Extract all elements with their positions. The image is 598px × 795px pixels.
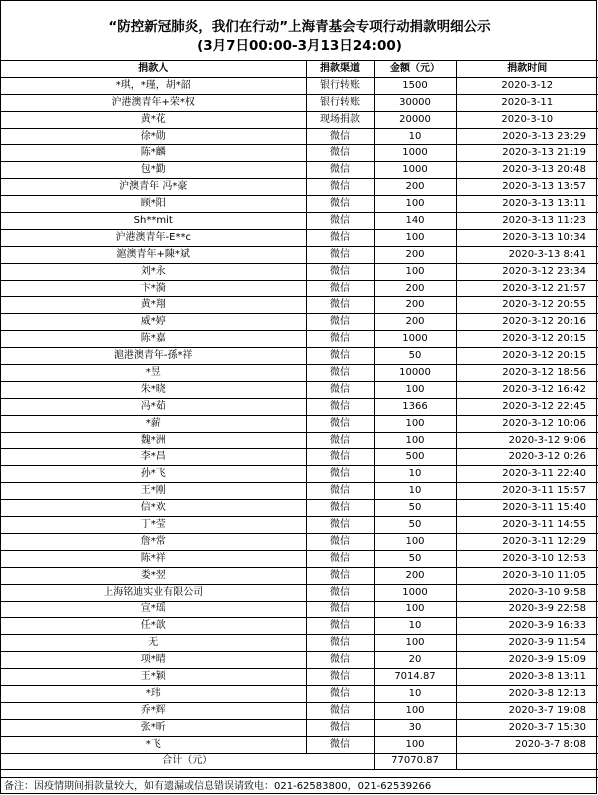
amount-cell: 1000 bbox=[374, 331, 456, 348]
amount-cell: 200 bbox=[374, 280, 456, 297]
time-cell: 2020-3-13 10:34 bbox=[456, 229, 598, 246]
remark-note: 备注：因疫情期间捐款量较大，如有遗漏或信息错误请致电：021-62583800，021-62539266 bbox=[1, 777, 598, 795]
donor-cell: 王*颖 bbox=[1, 669, 306, 686]
date-range-subtitle: (3月7日00:00-3月13日24:00) bbox=[197, 38, 402, 54]
amount-cell: 500 bbox=[374, 449, 456, 466]
table-row bbox=[1, 719, 598, 736]
channel-cell: 微信 bbox=[306, 365, 374, 382]
donor-cell: *琪，*瑾，胡*韶 bbox=[1, 77, 306, 94]
table-row bbox=[1, 213, 598, 230]
time-cell: 2020-3-9 16:33 bbox=[456, 618, 598, 635]
donor-cell: 信*欢 bbox=[1, 500, 306, 517]
channel-cell: 微信 bbox=[306, 685, 374, 702]
time-cell: 2020-3-8 12:13 bbox=[456, 685, 598, 702]
time-cell: 2020-3-11 15:40 bbox=[456, 500, 598, 517]
amount-cell: 1000 bbox=[374, 162, 456, 179]
amount-cell: 10 bbox=[374, 685, 456, 702]
amount-cell: 100 bbox=[374, 533, 456, 550]
time-cell: 2020-3-11 12:29 bbox=[456, 533, 598, 550]
time-cell: 2020-3-12 20:55 bbox=[456, 297, 598, 314]
time-cell: 2020-3-12 21:57 bbox=[456, 280, 598, 297]
donor-cell: 王*刚 bbox=[1, 483, 306, 500]
time-cell: 2020-3-12 9:06 bbox=[456, 432, 598, 449]
channel-cell: 微信 bbox=[306, 635, 374, 652]
title-block bbox=[1, 1, 598, 61]
amount-cell: 1500 bbox=[374, 77, 456, 94]
amount-cell: 200 bbox=[374, 314, 456, 331]
channel-cell: 微信 bbox=[306, 584, 374, 601]
page-title: “防控新冠肺炎，我们在行动”上海青基会专项行动捐款明细公示 bbox=[108, 19, 491, 35]
time-cell: 2020-3-12 bbox=[456, 77, 598, 94]
time-cell: 2020-3-12 20:15 bbox=[456, 348, 598, 365]
amount-cell: 50 bbox=[374, 500, 456, 517]
table-row bbox=[1, 567, 598, 584]
channel-cell: 微信 bbox=[306, 179, 374, 196]
time-cell: 2020-3-11 15:57 bbox=[456, 483, 598, 500]
donor-cell: 卞*漪 bbox=[1, 280, 306, 297]
amount-cell: 7014.87 bbox=[374, 669, 456, 686]
amount-cell: 100 bbox=[374, 601, 456, 618]
donor-cell: 乔*辉 bbox=[1, 702, 306, 719]
channel-cell: 微信 bbox=[306, 263, 374, 280]
amount-cell: 50 bbox=[374, 517, 456, 534]
donor-cell: 无 bbox=[1, 635, 306, 652]
header-amount: 金额（元） bbox=[374, 61, 456, 77]
channel-cell: 微信 bbox=[306, 213, 374, 230]
time-cell: 2020-3-12 22:45 bbox=[456, 398, 598, 415]
donor-cell: 沪港澳青年-E**c bbox=[1, 229, 306, 246]
table-row bbox=[1, 702, 598, 719]
donor-cell: 魏*洲 bbox=[1, 432, 306, 449]
time-cell: 2020-3-12 20:16 bbox=[456, 314, 598, 331]
table-row bbox=[1, 280, 598, 297]
amount-cell: 10 bbox=[374, 483, 456, 500]
donor-cell: 陈*祥 bbox=[1, 550, 306, 567]
time-cell: 2020-3-12 10:06 bbox=[456, 415, 598, 432]
time-cell: 2020-3-13 23:29 bbox=[456, 128, 598, 145]
time-cell: 2020-3-11 22:40 bbox=[456, 466, 598, 483]
time-cell: 2020-3-7 8:08 bbox=[456, 736, 598, 753]
time-cell: 2020-3-12 0:26 bbox=[456, 449, 598, 466]
time-cell: 2020-3-8 13:11 bbox=[456, 669, 598, 686]
table-row bbox=[1, 550, 598, 567]
amount-cell: 200 bbox=[374, 297, 456, 314]
amount-cell: 100 bbox=[374, 381, 456, 398]
table-header-row bbox=[1, 61, 598, 77]
channel-cell: 微信 bbox=[306, 601, 374, 618]
time-cell: 2020-3-13 8:41 bbox=[456, 246, 598, 263]
table-row bbox=[1, 415, 598, 432]
donor-cell: 沪澳青年 冯*豪 bbox=[1, 179, 306, 196]
channel-cell: 微信 bbox=[306, 280, 374, 297]
table-row bbox=[1, 533, 598, 550]
table-row bbox=[1, 685, 598, 702]
table-row bbox=[1, 162, 598, 179]
donor-cell: 冯*茹 bbox=[1, 398, 306, 415]
table-row bbox=[1, 432, 598, 449]
amount-cell: 10000 bbox=[374, 365, 456, 382]
donation-table-body bbox=[1, 61, 598, 770]
channel-cell: 微信 bbox=[306, 736, 374, 753]
donor-cell: 陈*嘉 bbox=[1, 331, 306, 348]
table-row bbox=[1, 246, 598, 263]
donor-cell: 上海铭迪实业有限公司 bbox=[1, 584, 306, 601]
time-cell: 2020-3-9 11:54 bbox=[456, 635, 598, 652]
channel-cell: 微信 bbox=[306, 162, 374, 179]
donor-cell: 威*婷 bbox=[1, 314, 306, 331]
table-row bbox=[1, 179, 598, 196]
time-cell: 2020-3-10 bbox=[456, 111, 598, 128]
header-donor: 捐款人 bbox=[1, 61, 306, 77]
channel-cell: 微信 bbox=[306, 398, 374, 415]
time-cell: 2020-3-12 16:42 bbox=[456, 381, 598, 398]
table-row bbox=[1, 736, 598, 753]
channel-cell: 微信 bbox=[306, 500, 374, 517]
donor-cell: 宣*瑶 bbox=[1, 601, 306, 618]
time-cell: 2020-3-12 23:34 bbox=[456, 263, 598, 280]
amount-cell: 100 bbox=[374, 736, 456, 753]
table-row bbox=[1, 500, 598, 517]
donor-cell: 朱*晓 bbox=[1, 381, 306, 398]
table-row bbox=[1, 669, 598, 686]
channel-cell: 微信 bbox=[306, 466, 374, 483]
donor-cell: 刘*永 bbox=[1, 263, 306, 280]
table-row bbox=[1, 229, 598, 246]
time-cell: 2020-3-13 11:23 bbox=[456, 213, 598, 230]
header-time: 捐款时间 bbox=[456, 61, 598, 77]
channel-cell: 微信 bbox=[306, 483, 374, 500]
time-cell: 2020-3-12 18:56 bbox=[456, 365, 598, 382]
channel-cell: 微信 bbox=[306, 449, 374, 466]
table-row bbox=[1, 331, 598, 348]
table-row bbox=[1, 449, 598, 466]
channel-cell: 微信 bbox=[306, 331, 374, 348]
donor-cell: 李*昌 bbox=[1, 449, 306, 466]
amount-cell: 50 bbox=[374, 550, 456, 567]
channel-cell: 微信 bbox=[306, 567, 374, 584]
channel-cell: 微信 bbox=[306, 196, 374, 213]
channel-cell: 现场捐款 bbox=[306, 111, 374, 128]
donation-table bbox=[1, 61, 598, 770]
donor-cell: 詹*常 bbox=[1, 533, 306, 550]
amount-cell: 20000 bbox=[374, 111, 456, 128]
table-row bbox=[1, 381, 598, 398]
channel-cell: 微信 bbox=[306, 246, 374, 263]
donor-cell: 包*勤 bbox=[1, 162, 306, 179]
channel-cell: 微信 bbox=[306, 702, 374, 719]
table-row bbox=[1, 652, 598, 669]
table-row bbox=[1, 145, 598, 162]
channel-cell: 微信 bbox=[306, 381, 374, 398]
channel-cell: 微信 bbox=[306, 533, 374, 550]
donor-cell: 陈*麟 bbox=[1, 145, 306, 162]
channel-cell: 微信 bbox=[306, 432, 374, 449]
table-row bbox=[1, 94, 598, 111]
table-row bbox=[1, 111, 598, 128]
channel-cell: 微信 bbox=[306, 229, 374, 246]
time-cell: 2020-3-10 9:58 bbox=[456, 584, 598, 601]
table-row bbox=[1, 398, 598, 415]
time-cell: 2020-3-13 13:11 bbox=[456, 196, 598, 213]
time-cell: 2020-3-13 21:19 bbox=[456, 145, 598, 162]
amount-cell: 30000 bbox=[374, 94, 456, 111]
amount-cell: 200 bbox=[374, 179, 456, 196]
donor-cell: 任*歆 bbox=[1, 618, 306, 635]
donor-cell: 娄*翌 bbox=[1, 567, 306, 584]
channel-cell: 银行转账 bbox=[306, 94, 374, 111]
table-row bbox=[1, 348, 598, 365]
time-cell: 2020-3-12 20:15 bbox=[456, 331, 598, 348]
table-row bbox=[1, 618, 598, 635]
amount-cell: 100 bbox=[374, 415, 456, 432]
amount-cell: 10 bbox=[374, 128, 456, 145]
donor-cell: 项*晴 bbox=[1, 652, 306, 669]
amount-cell: 1000 bbox=[374, 145, 456, 162]
donor-cell: *薪 bbox=[1, 415, 306, 432]
channel-cell: 微信 bbox=[306, 550, 374, 567]
amount-cell: 20 bbox=[374, 652, 456, 669]
time-cell: 2020-3-13 13:57 bbox=[456, 179, 598, 196]
amount-cell: 50 bbox=[374, 348, 456, 365]
amount-cell: 100 bbox=[374, 635, 456, 652]
donor-cell: *昱 bbox=[1, 365, 306, 382]
channel-cell: 微信 bbox=[306, 314, 374, 331]
amount-cell: 100 bbox=[374, 229, 456, 246]
time-cell: 2020-3-7 19:08 bbox=[456, 702, 598, 719]
channel-cell: 微信 bbox=[306, 145, 374, 162]
donor-cell: 孙*飞 bbox=[1, 466, 306, 483]
donor-cell: 滬港澳青年-孫*祥 bbox=[1, 348, 306, 365]
amount-cell: 30 bbox=[374, 719, 456, 736]
total-amount: 77070.87 bbox=[374, 753, 456, 770]
channel-cell: 微信 bbox=[306, 652, 374, 669]
table-row bbox=[1, 584, 598, 601]
table-row bbox=[1, 263, 598, 280]
donor-cell: 顾*阳 bbox=[1, 196, 306, 213]
donor-cell: 滬澳青年+陳*斌 bbox=[1, 246, 306, 263]
table-row bbox=[1, 297, 598, 314]
time-cell: 2020-3-11 bbox=[456, 94, 598, 111]
amount-cell: 100 bbox=[374, 263, 456, 280]
header-channel: 捐款渠道 bbox=[306, 61, 374, 77]
amount-cell: 200 bbox=[374, 567, 456, 584]
amount-cell: 100 bbox=[374, 432, 456, 449]
time-cell: 2020-3-13 20:48 bbox=[456, 162, 598, 179]
table-row bbox=[1, 466, 598, 483]
donor-cell: 张*昕 bbox=[1, 719, 306, 736]
channel-cell: 微信 bbox=[306, 415, 374, 432]
time-cell: 2020-3-9 15:09 bbox=[456, 652, 598, 669]
total-row bbox=[1, 753, 598, 770]
table-row bbox=[1, 365, 598, 382]
donor-cell: 沪港澳青年+荣*权 bbox=[1, 94, 306, 111]
amount-cell: 10 bbox=[374, 466, 456, 483]
amount-cell: 200 bbox=[374, 246, 456, 263]
table-row bbox=[1, 601, 598, 618]
channel-cell: 微信 bbox=[306, 517, 374, 534]
donor-cell: *飞 bbox=[1, 736, 306, 753]
time-cell: 2020-3-7 15:30 bbox=[456, 719, 598, 736]
donor-cell: 徐*勋 bbox=[1, 128, 306, 145]
donor-cell: Sh**mit bbox=[1, 213, 306, 230]
amount-cell: 1000 bbox=[374, 584, 456, 601]
channel-cell: 微信 bbox=[306, 618, 374, 635]
amount-cell: 100 bbox=[374, 702, 456, 719]
table-row bbox=[1, 128, 598, 145]
channel-cell: 银行转账 bbox=[306, 77, 374, 94]
donor-cell: 丁*莹 bbox=[1, 517, 306, 534]
time-cell: 2020-3-11 14:55 bbox=[456, 517, 598, 534]
table-row bbox=[1, 77, 598, 94]
channel-cell: 微信 bbox=[306, 348, 374, 365]
total-empty bbox=[456, 753, 598, 770]
time-cell: 2020-3-10 11:05 bbox=[456, 567, 598, 584]
amount-cell: 10 bbox=[374, 618, 456, 635]
donor-cell: 黄*翔 bbox=[1, 297, 306, 314]
donor-cell: *玮 bbox=[1, 685, 306, 702]
channel-cell: 微信 bbox=[306, 297, 374, 314]
amount-cell: 1366 bbox=[374, 398, 456, 415]
donor-cell: 黄*花 bbox=[1, 111, 306, 128]
time-cell: 2020-3-10 12:53 bbox=[456, 550, 598, 567]
table-row bbox=[1, 635, 598, 652]
total-label: 合计（元） bbox=[1, 753, 374, 770]
amount-cell: 140 bbox=[374, 213, 456, 230]
table-row bbox=[1, 314, 598, 331]
channel-cell: 微信 bbox=[306, 669, 374, 686]
amount-cell: 100 bbox=[374, 196, 456, 213]
table-row bbox=[1, 517, 598, 534]
table-row bbox=[1, 483, 598, 500]
channel-cell: 微信 bbox=[306, 719, 374, 736]
table-row bbox=[1, 196, 598, 213]
time-cell: 2020-3-9 22:58 bbox=[456, 601, 598, 618]
channel-cell: 微信 bbox=[306, 128, 374, 145]
